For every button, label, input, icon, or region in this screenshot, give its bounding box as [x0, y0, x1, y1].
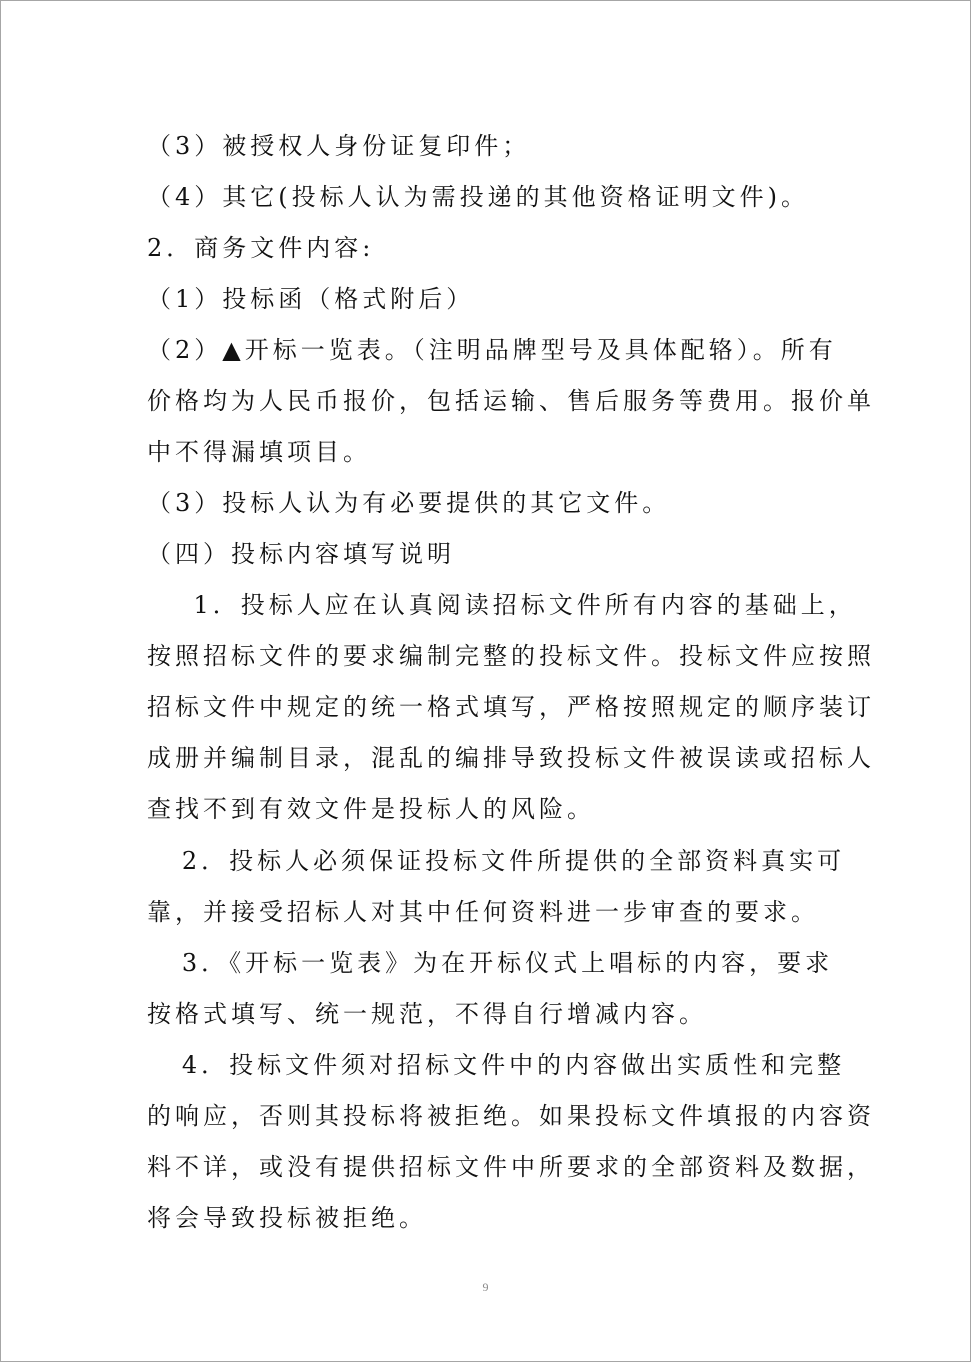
text-line: 靠，并接受招标人对其中任何资料进一步审查的要求。 — [147, 898, 819, 926]
text-line: 招标文件中规定的统一格式填写，严格按照规定的顺序装订 — [147, 693, 875, 721]
page-number: 9 — [482, 1280, 489, 1294]
text-line: 料不详，或没有提供招标文件中所要求的全部资料及数据， — [147, 1153, 875, 1181]
text-line: （2）▲开标一览表。（注明品牌型号及具体配辂）。所有 — [147, 336, 837, 364]
text-line: （1）投标函（格式附后） — [147, 285, 475, 313]
text-line: 按照招标文件的要求编制完整的投标文件。投标文件应按照 — [147, 642, 875, 670]
text-line: （3）被授权人身份证复印件； — [147, 132, 531, 160]
section-heading: （四）投标内容填写说明 — [147, 540, 455, 568]
text-line: 将会导致投标被拒绝。 — [147, 1204, 427, 1232]
text-line: 成册并编制目录，混乱的编排导致投标文件被误读或招标人 — [147, 744, 875, 772]
text-line: 3．《开标一览表》为在开标仪式上唱标的内容，要求 — [147, 949, 834, 977]
text-line: 2．商务文件内容: — [147, 234, 375, 262]
text-line: 1．投标人应在认真阅读招标文件所有内容的基础上， — [147, 591, 857, 619]
text-line: 的响应，否则其投标将被拒绝。如果投标文件填报的内容资 — [147, 1102, 875, 1130]
text-line: 价格均为人民币报价，包括运输、售后服务等费用。报价单 — [147, 387, 875, 415]
text-line: （4）其它(投标人认为需投递的其他资格证明文件)。 — [147, 183, 809, 211]
text-line: 查找不到有效文件是投标人的风险。 — [147, 795, 595, 823]
text-line: 中不得漏填项目。 — [147, 438, 371, 466]
text-line: （3）投标人认为有必要提供的其它文件。 — [147, 489, 671, 517]
text-line: 4．投标文件须对招标文件中的内容做出实质性和完整 — [147, 1051, 846, 1079]
text-line: 2．投标人必须保证投标文件所提供的全部资料真实可 — [147, 847, 846, 875]
text-line: 按格式填写、统一规范，不得自行增减内容。 — [147, 1000, 707, 1028]
